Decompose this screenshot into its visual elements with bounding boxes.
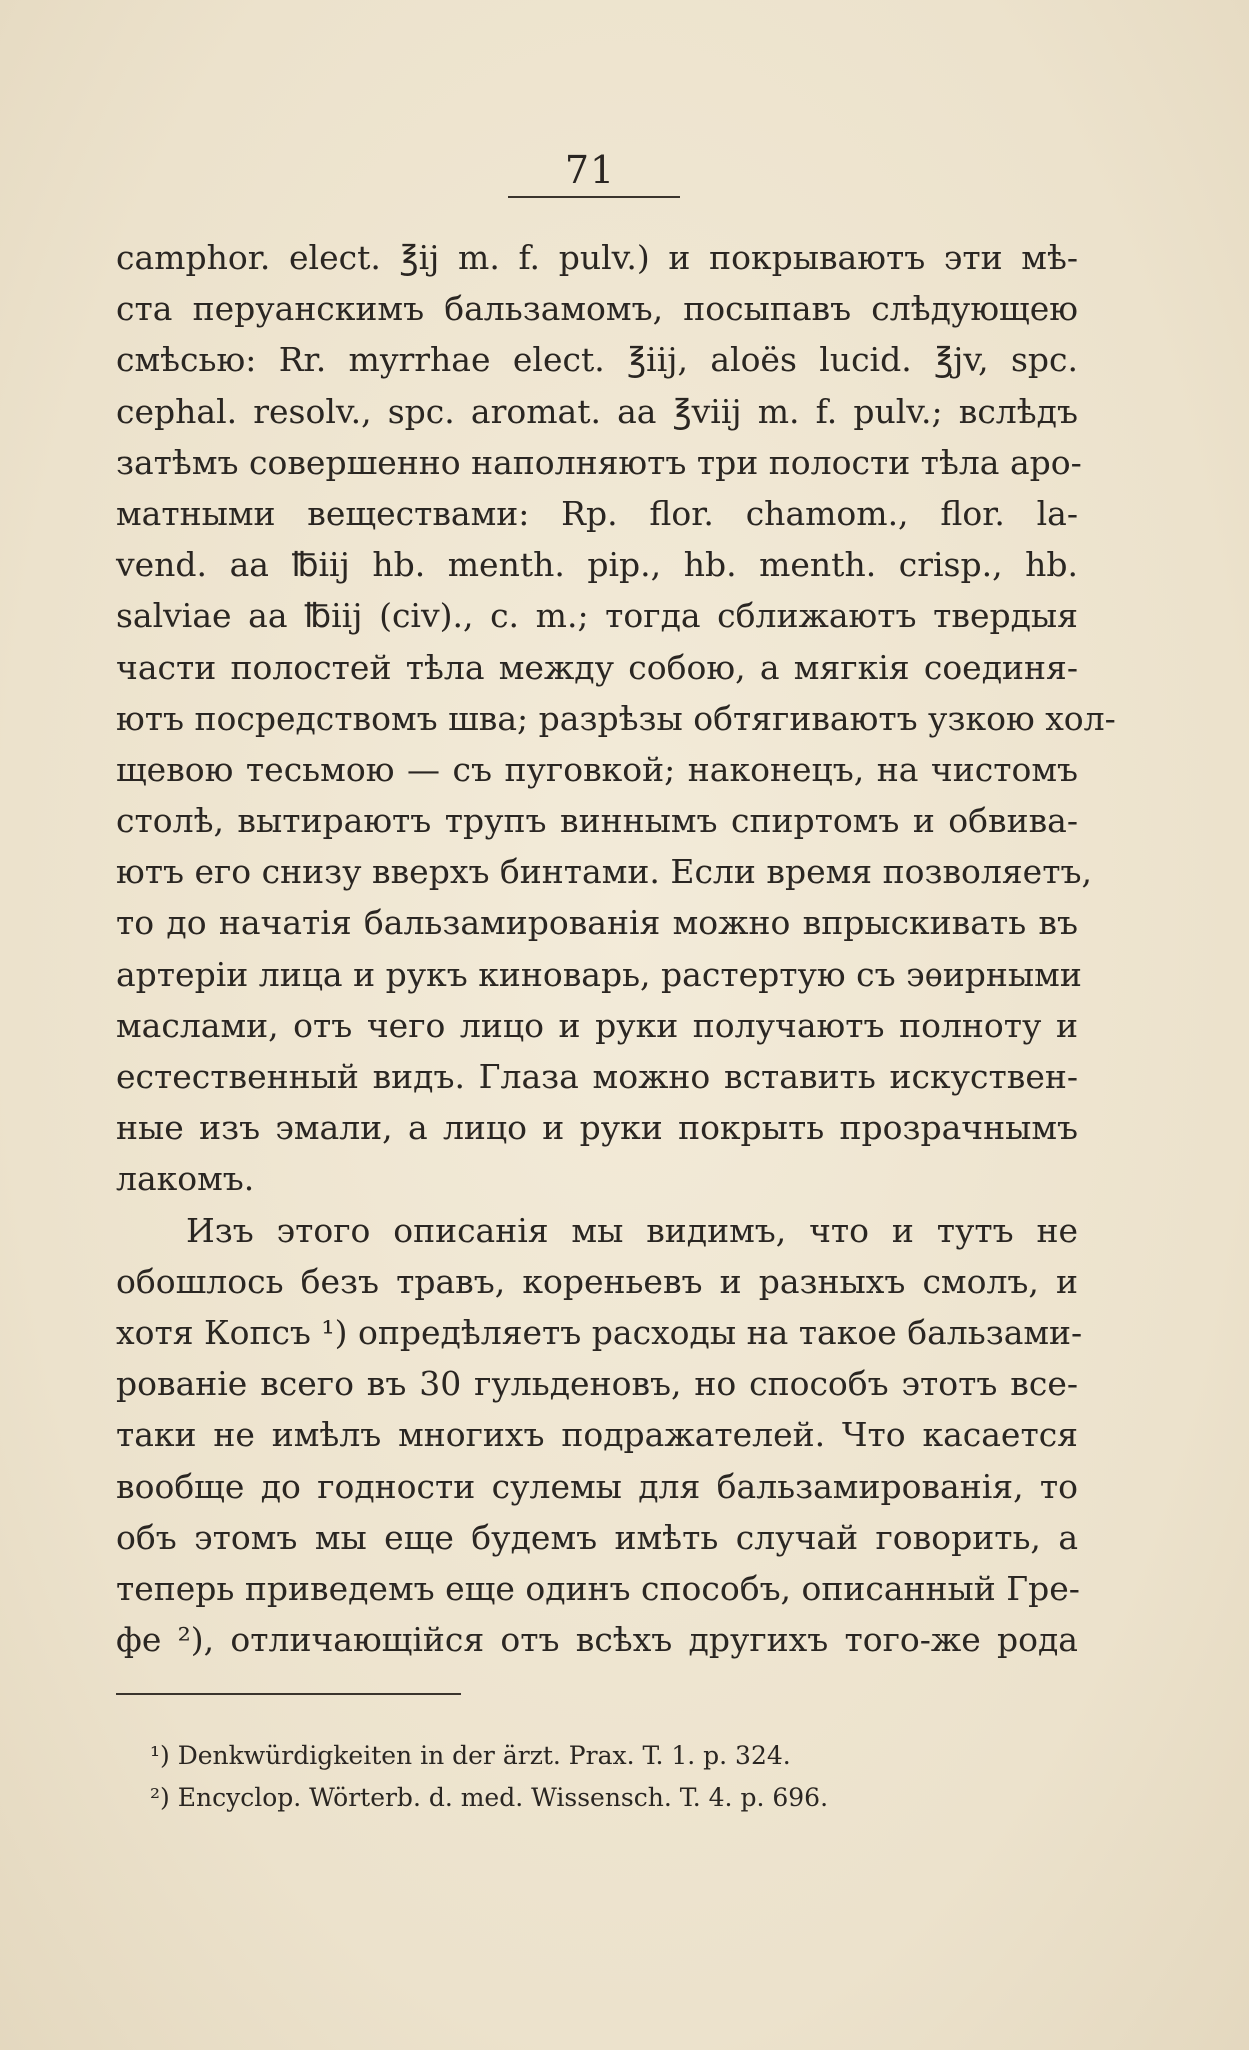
text-line: матными веществами: Rp. flor. chamom., flor. la- <box>116 493 1078 533</box>
text-line: обошлось безъ травъ, кореньевъ и разныхъ смолъ, и <box>116 1261 1078 1301</box>
text-line: столѣ, вытираютъ трупъ виннымъ спиртомъ и обвива- <box>116 801 1078 841</box>
text-line: ные изъ эмали, а лицо и руки покрыть прозрачнымъ <box>116 1108 1078 1148</box>
text-line: vend. aa ℔iij hb. menth. pip., hb. menth. crisp., hb. <box>116 545 1078 585</box>
text-line: salviae aa ℔iij (civ)., c. m.; тогда сближаютъ твердыя <box>116 596 1078 636</box>
footnote: ²) Encyclop. Wörterb. d. med. Wissensch. T. 4. p. 696. <box>150 1783 829 1812</box>
text-line: смѣсью: Rr. myrrhae elect. ℥iij, aloës lucid. ℥jv, spc. <box>116 340 1078 380</box>
text-line: естественный видъ. Глаза можно вставить искуствен- <box>116 1057 1078 1096</box>
footnote: ¹) Denkwürdigkeiten in der ärzt. Prax. T. 1. p. 324. <box>150 1741 791 1770</box>
text-line: хотя Копсъ ¹) опредѣляетъ расходы на такое бальзами- <box>116 1312 1083 1352</box>
text-line: ста перуанскимъ бальзамомъ, посыпавъ слѣдующею <box>116 289 1078 329</box>
text-line: теперь приведемъ еще одинъ способъ, описанный Гре- <box>116 1568 1080 1608</box>
text-line: части полостей тѣла между собою, а мягкія соединя- <box>116 647 1078 687</box>
paragraph-start-line: Изъ этого описанія мы видимъ, что и тутъ не <box>186 1210 1078 1250</box>
header-rule <box>508 196 680 198</box>
text-line: лакомъ. <box>116 1159 255 1199</box>
text-line: фе ²), отличающійся отъ всѣхъ другихъ того-же рода <box>116 1620 1078 1660</box>
text-line: маслами, отъ чего лицо и руки получаютъ полноту и <box>116 1005 1078 1045</box>
text-line: cephal. resolv., spc. aromat. aa ℥viij m. f. pulv.; вслѣдъ <box>116 391 1078 431</box>
text-line: ютъ его снизу вверхъ бинтами. Если время позволяетъ, <box>116 852 1092 892</box>
text-line: щевою тесьмою — съ пуговкой; наконецъ, на чистомъ <box>116 749 1078 789</box>
text-line: camphor. elect. ℥ij m. f. pulv.) и покрываютъ эти мѣ- <box>116 238 1078 277</box>
footnote-rule <box>116 1693 461 1695</box>
body-text <box>116 232 1116 1665</box>
text-line: вообще до годности сулемы для бальзамированія, то <box>116 1466 1078 1506</box>
text-line: затѣмъ совершенно наполняютъ три полости тѣла аро- <box>116 442 1082 482</box>
text-line: артеріи лица и рукъ киноварь, растертую съ эѳирными <box>116 954 1082 994</box>
text-line: таки не имѣлъ многихъ подражателей. Что касается <box>116 1415 1078 1455</box>
text-line: рованіе всего въ 30 гульденовъ, но способъ этотъ все- <box>116 1364 1078 1404</box>
text-line: ютъ посредствомъ шва; разрѣзы обтягиваютъ узкою хол- <box>116 698 1116 738</box>
footnotes <box>150 1735 1050 1819</box>
text-line: объ этомъ мы еще будемъ имѣть случай говорить, а <box>116 1517 1078 1557</box>
page-number: 71 <box>564 148 616 192</box>
text-line: то до начатія бальзамированія можно впрыскивать въ <box>116 903 1078 943</box>
